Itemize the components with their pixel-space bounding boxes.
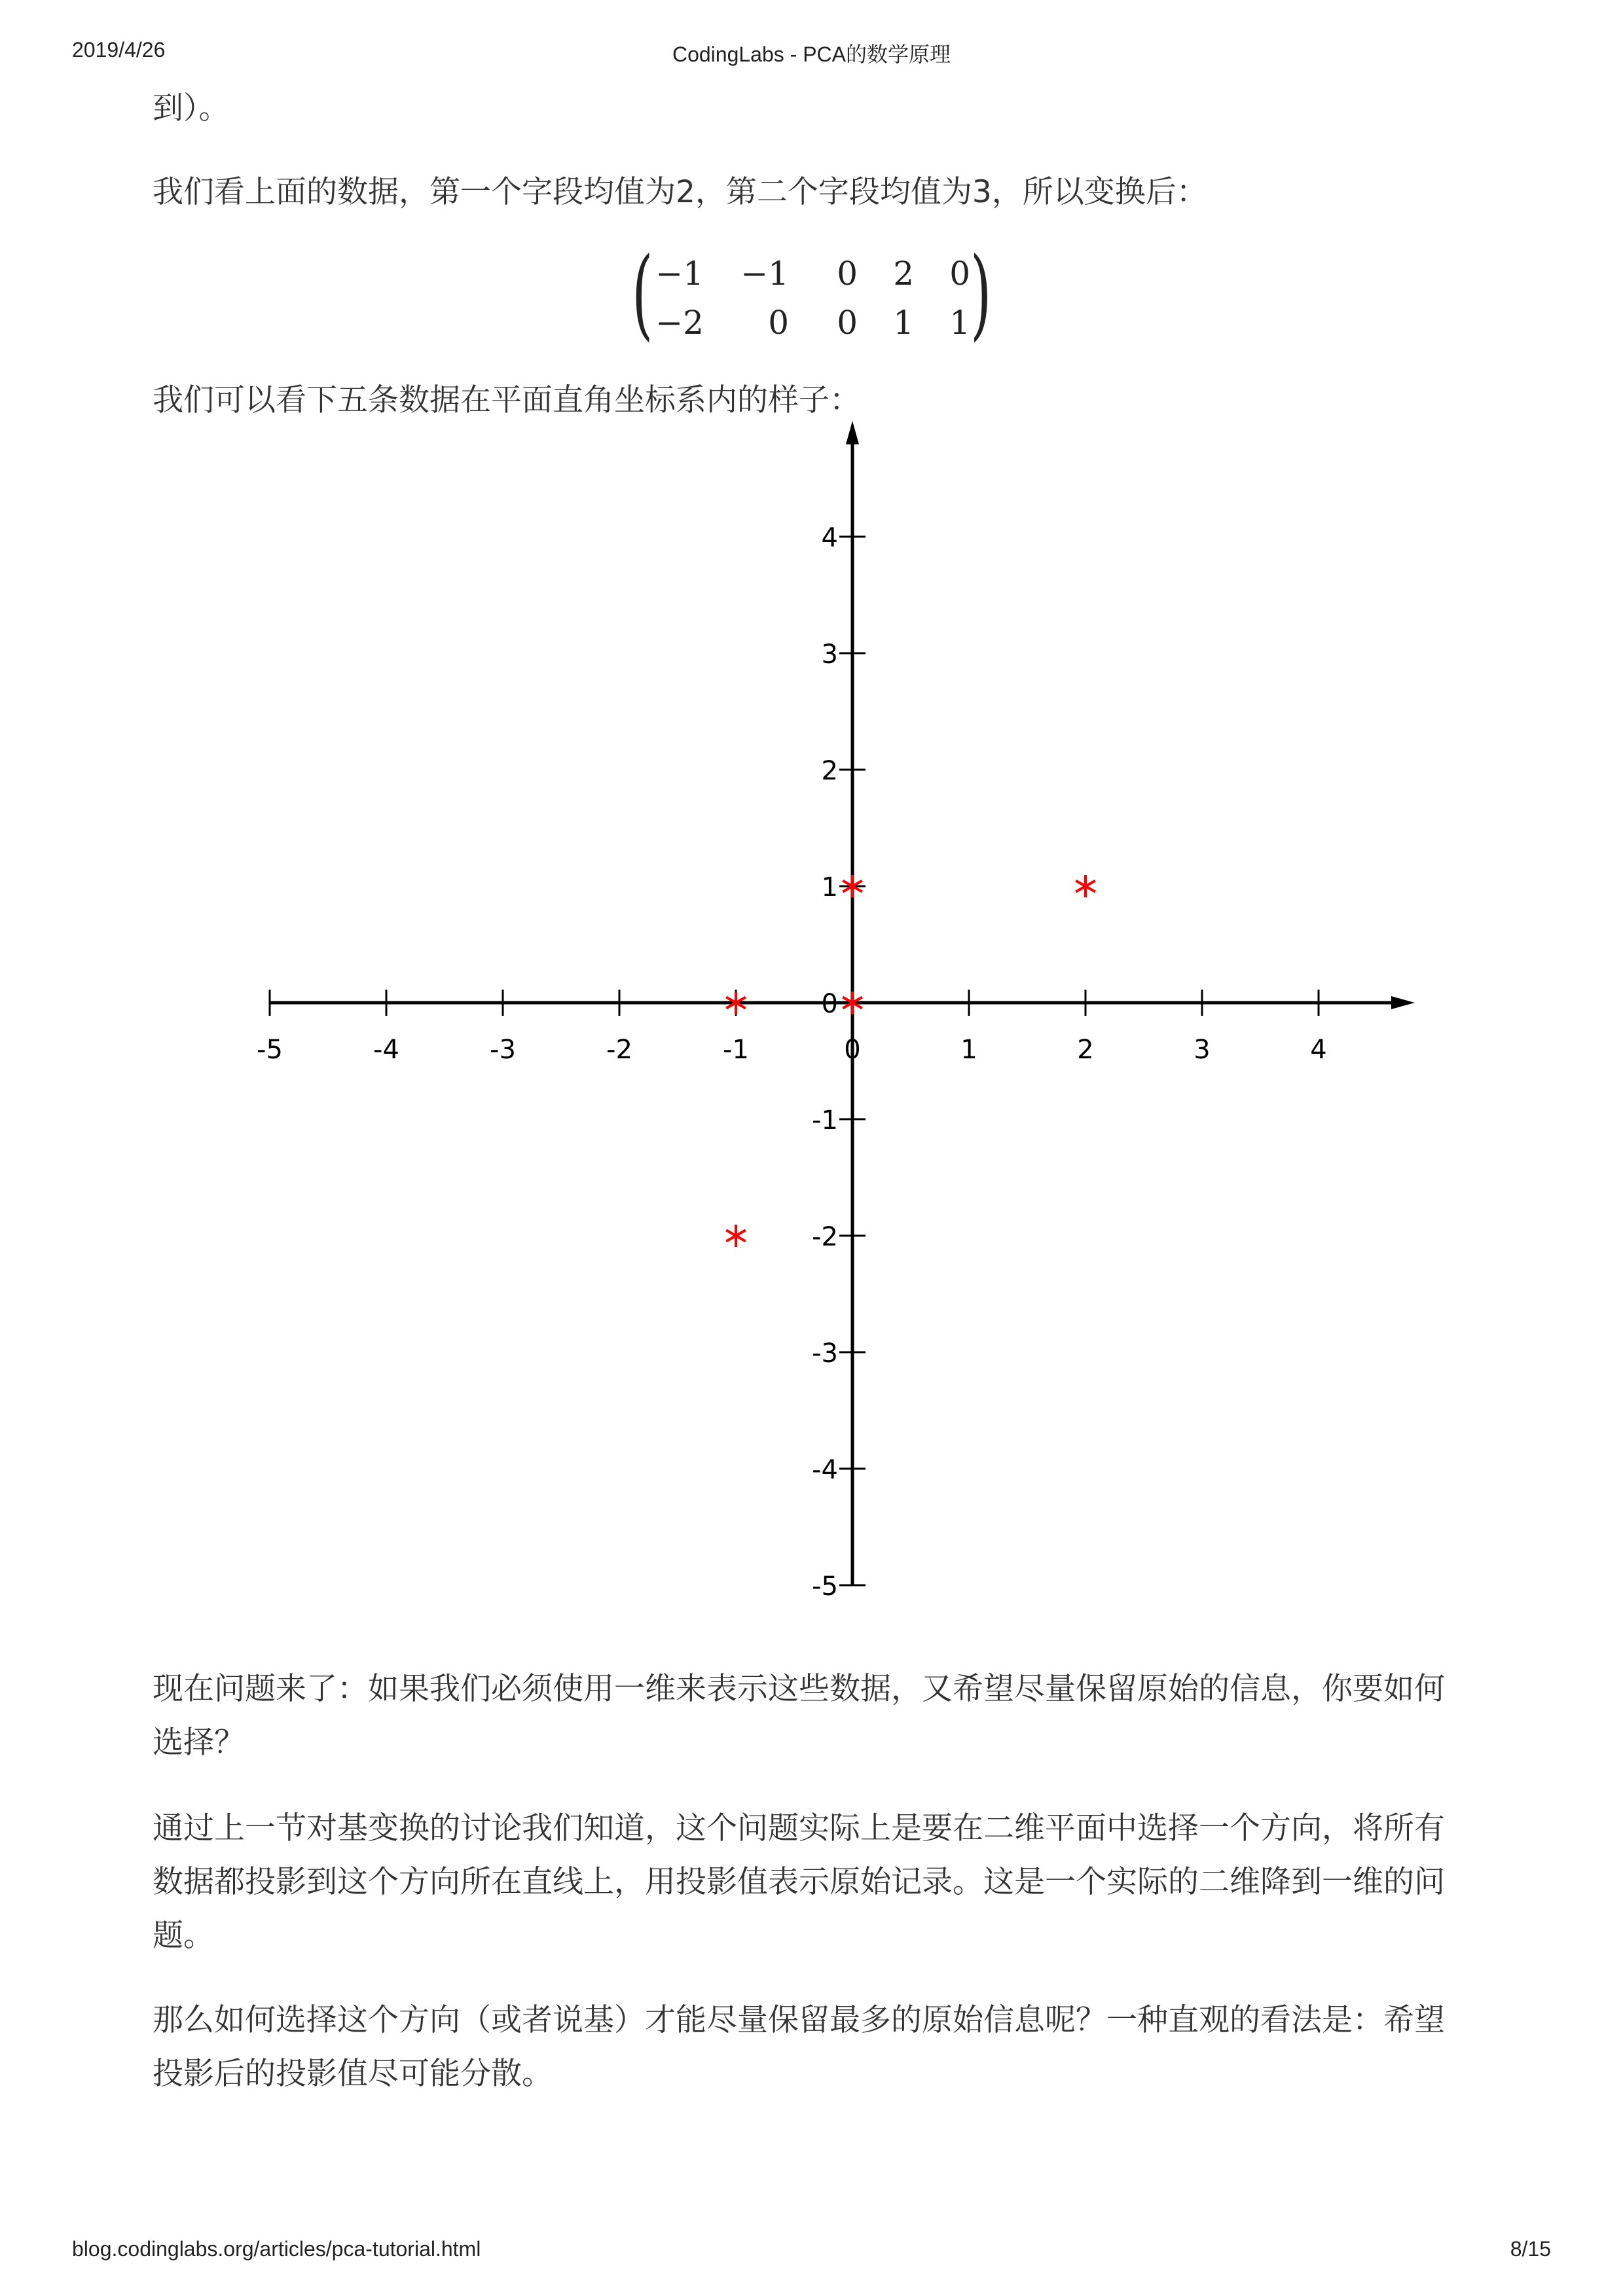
y-tick-label: 1 (821, 872, 838, 903)
paragraph-3: 现在问题来了：如果我们必须使用一维来表示这些数据，又希望尽量保留原始的信息，你要如何选择？ (153, 1671, 1445, 1761)
y-tick-label: -1 (812, 1105, 838, 1136)
x-tick-label: 2 (1077, 1035, 1094, 1065)
paragraph-1: 我们看上面的数据，第一个字段均值为2，第二个字段均值为3，所以变换后： (153, 174, 1207, 210)
page-number: 8/15 (1510, 2237, 1551, 2261)
y-axis-arrow (846, 421, 859, 444)
x-tick-label: -4 (373, 1035, 399, 1065)
x-tick-label: -3 (490, 1035, 516, 1065)
y-tick-label: -5 (812, 1571, 838, 1602)
x-tick-label: 1 (960, 1035, 977, 1065)
matrix-cell: 1 (949, 303, 970, 342)
x-tick-label: 3 (1194, 1035, 1211, 1065)
y-tick-label: 2 (821, 756, 838, 786)
matrix-cell: 1 (893, 303, 914, 342)
paragraph-2: 我们可以看下五条数据在平面直角坐标系内的样子： (153, 382, 860, 418)
y-tick-label: -4 (812, 1455, 838, 1485)
print-date: 2019/4/26 (72, 38, 166, 62)
matrix-right-paren: ) (970, 237, 992, 351)
x-tick-label: -1 (723, 1035, 749, 1065)
footer-url: blog.codinglabs.org/articles/pca-tutorial.html (72, 2237, 481, 2261)
print-title: CodingLabs - PCA的数学原理 (672, 43, 951, 66)
y-tick-label: 0 (821, 989, 838, 1019)
paragraph-4: 通过上一节对基变换的讨论我们知道，这个问题实际上是要在二维平面中选择一个方向，将所有数据都投影到这个方向所在直线上，用投影值表示原始记录。这是一个实际的二维降到一维的问题。 (153, 1810, 1445, 1954)
matrix-cell: 2 (893, 254, 914, 293)
x-tick-label: -2 (606, 1035, 632, 1065)
matrix-cell: −1 (740, 254, 789, 293)
x-axis-arrow (1391, 996, 1415, 1009)
matrix-left-paren: ( (632, 237, 653, 351)
matrix-cell: 0 (837, 254, 858, 293)
matrix-cell: 0 (837, 303, 858, 342)
y-tick-label: 3 (821, 639, 838, 670)
y-tick-label: -3 (812, 1338, 838, 1369)
y-tick-label: -2 (812, 1222, 838, 1252)
y-tick-label: 4 (821, 523, 838, 553)
paragraph-5: 那么如何选择这个方向（或者说基）才能尽量保留最多的原始信息呢？一种直观的看法是：希望投影后的投影值尽可能分散。 (153, 2002, 1445, 2092)
x-tick-label: 4 (1310, 1035, 1327, 1065)
matrix-cell: −1 (655, 254, 704, 293)
x-tick-label: 0 (844, 1035, 861, 1065)
paragraph-0: 到）。 (153, 90, 230, 126)
data-point (726, 1225, 746, 1247)
matrix-cell: 0 (768, 303, 789, 342)
data-point (1076, 875, 1095, 897)
x-tick-label: -5 (257, 1035, 283, 1065)
matrix-cell: 0 (949, 254, 970, 293)
matrix-cell: −2 (655, 303, 704, 342)
